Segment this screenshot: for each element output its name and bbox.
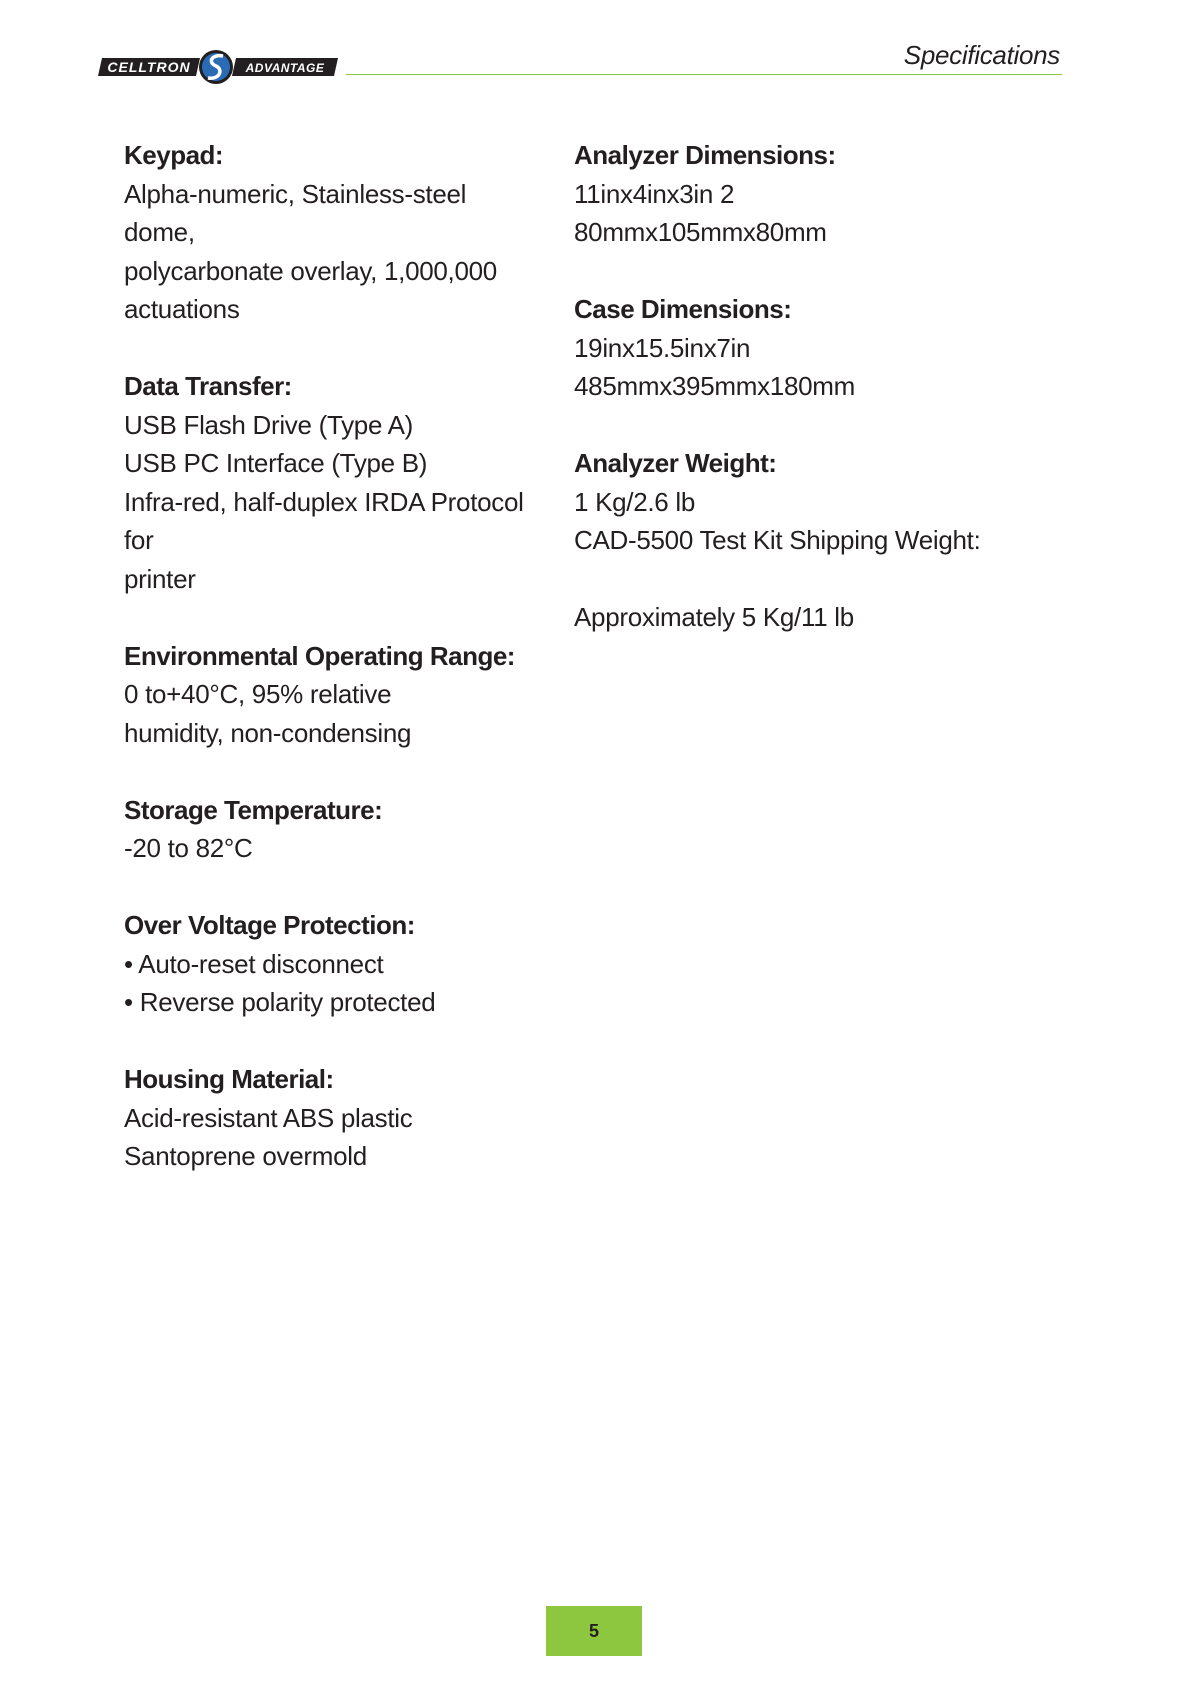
page-number: 5 [546,1606,642,1656]
spec-value-line: 80mmx105mmx80mm [574,217,827,247]
spec-heading: Environmental Operating Range: [124,640,515,671]
spec-value-line: humidity, non-condensing [124,717,412,748]
spec-value-line: 0 to+40°C, 95% relative [124,679,392,709]
spec-value-line: Infra-red, half-duplex IRDA Protocol [124,486,524,517]
spec-value-line: USB PC Interface (Type B) [124,448,428,478]
spec-heading: Analyzer Dimensions: [574,140,836,170]
spec-heading: Data Transfer: [124,371,292,401]
celltron-advantage-logo [96,48,340,84]
spec-value-line [574,560,1044,599]
spec-section-data-transfer [124,367,534,598]
left-spec-column [124,136,534,1214]
header-title: Specifications [903,40,1060,70]
page-header [0,0,1192,90]
svg-text:ADVANTAGE: ADVANTAGE [245,61,325,75]
spec-value-line: Approximately 5 Kg/11 lb [574,602,854,632]
spec-value-line: 11inx4inx3in 2 [574,178,735,209]
spec-value-line: actuations [124,294,240,324]
spec-section-keypad [124,136,534,329]
spec-heading: Case Dimensions: [574,294,792,324]
spec-value-line: -20 to 82°C [124,833,253,863]
spec-section-environmental-operating-range [124,637,534,753]
spec-value-line: 485mmx395mmx180mm [574,371,855,401]
spec-value-line: Acid-resistant ABS plastic [124,1102,413,1133]
spec-heading: Analyzer Weight: [574,448,777,478]
spec-value-line: printer [124,563,196,594]
spec-heading: Housing Material: [124,1064,334,1094]
spec-section-case-dimensions [574,290,1044,406]
spec-value-line: CAD-5500 Test Kit Shipping Weight: [574,525,981,555]
spec-heading: Storage Temperature: [124,794,383,825]
spec-section-over-voltage-protection [124,906,534,1022]
spec-value-line: Alpha-numeric, Stainless-steel [124,178,467,209]
spec-value-line: • Auto-reset disconnect [124,948,384,979]
spec-section-housing-material [124,1060,534,1176]
right-spec-column [574,136,1044,675]
spec-value-line: 1 Kg/2.6 lb [574,486,696,517]
spec-value-line: 19inx15.5inx7in [574,332,751,363]
spec-value-line: • Reverse polarity protected [124,987,436,1017]
spec-heading: Over Voltage Protection: [124,910,415,940]
spec-value-line: Santoprene overmold [124,1141,367,1171]
spec-value-line: USB Flash Drive (Type A) [124,409,413,440]
svg-text:CELLTRON: CELLTRON [107,59,191,75]
spec-heading: Keypad: [124,140,224,170]
spec-value-line: for [124,525,154,555]
spec-value-line: polycarbonate overlay, 1,000,000 [124,255,497,286]
spec-section-storage-temperature [124,791,534,868]
spec-section-analyzer-weight [574,444,1044,637]
spec-value-line: dome, [124,217,195,247]
spec-section-analyzer-dimensions [574,136,1044,252]
header-divider [346,74,1062,75]
